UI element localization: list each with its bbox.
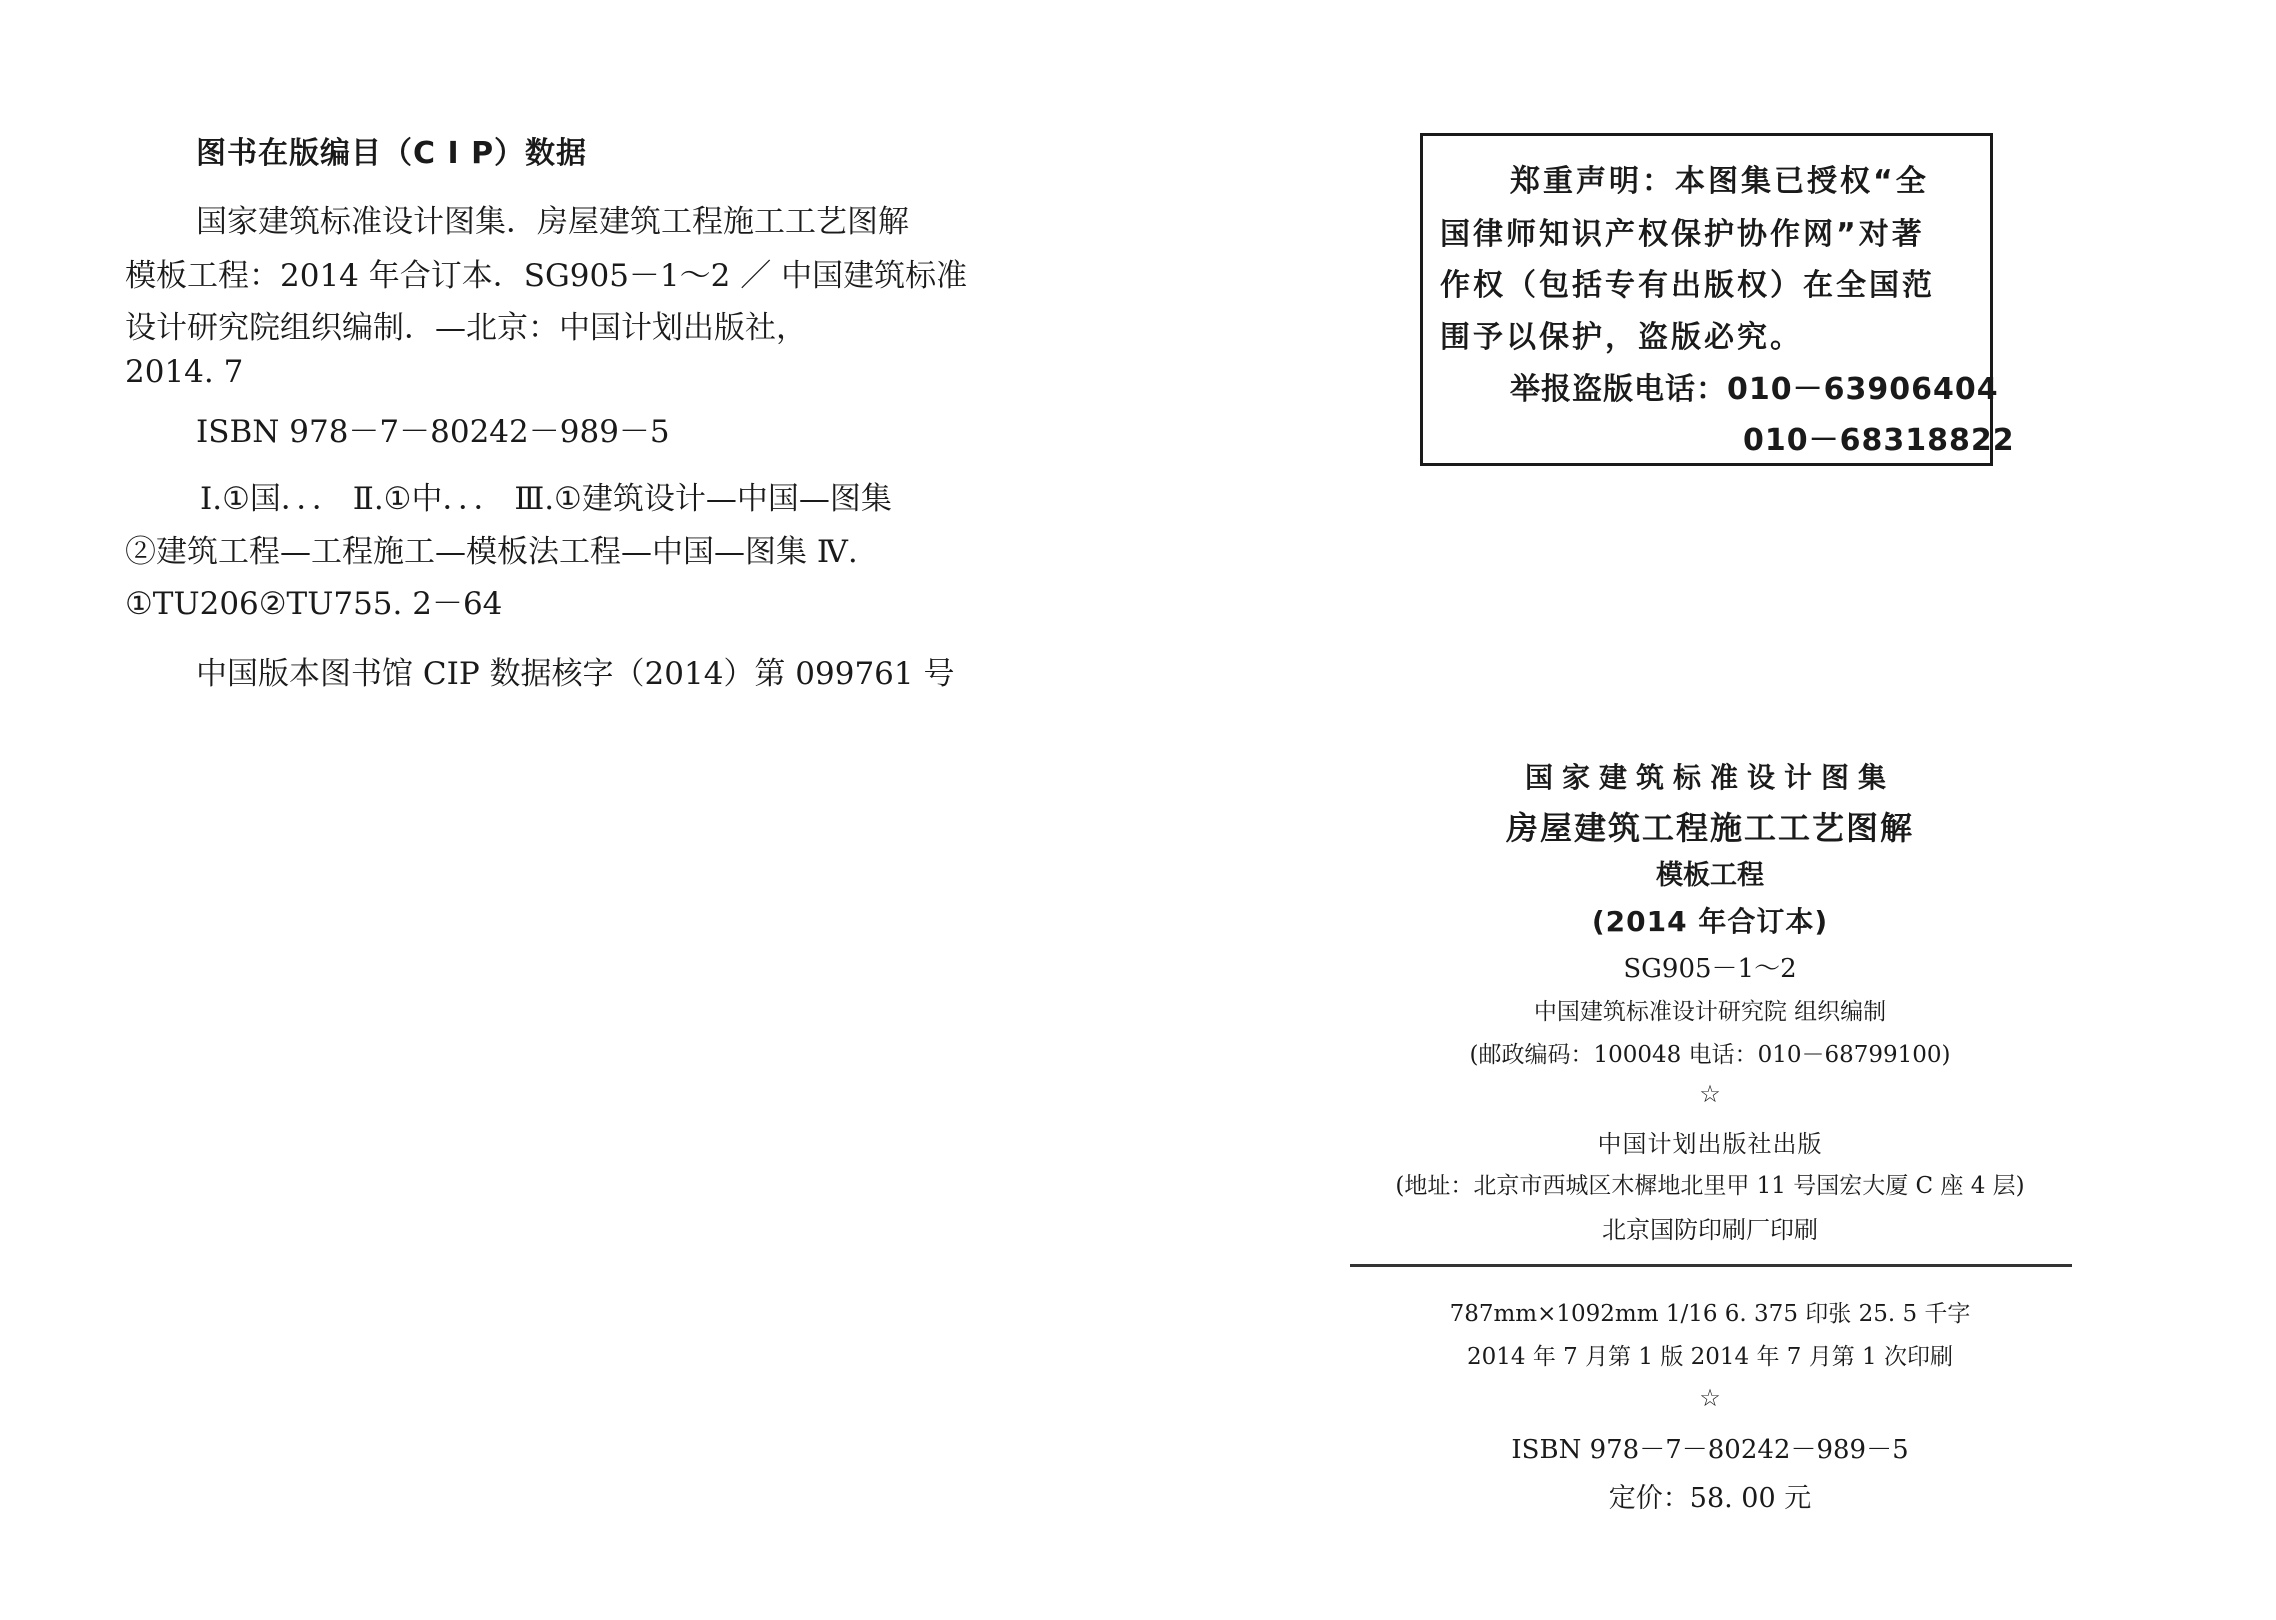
notice-report-phone: 举报盗版电话：010－63906404 — [1510, 372, 1999, 407]
cip-isbn: ISBN 978－7－80242－989－5 — [196, 414, 670, 450]
cip-para1-line4: 2014. 7 — [125, 354, 244, 390]
colophon-specs: 787mm×1092mm 1/16 6. 375 印张 25. 5 千字 — [1449, 1301, 1971, 1327]
star-divider-icon-2: ☆ — [1699, 1384, 1721, 1412]
colophon-title: 房屋建筑工程施工工艺图解 — [1505, 809, 1914, 847]
colophon-compiler: 中国建筑标准设计研究院 组织编制 — [1533, 999, 1887, 1025]
star-divider-icon: ☆ — [1699, 1080, 1721, 1108]
colophon-price: 定价：58. 00 元 — [1608, 1483, 1812, 1514]
notice-line3: 作权（包括专有出版权）在全国范 — [1440, 268, 1935, 303]
colophon-code: SG905－1～2 — [1623, 954, 1797, 984]
notice-line2: 国律师知识产权保护协作网”对著 — [1440, 217, 1925, 252]
colophon-printing: 2014 年 7 月第 1 版 2014 年 7 月第 1 次印刷 — [1466, 1344, 1954, 1370]
colophon-printer: 北京国防印刷厂印刷 — [1602, 1216, 1818, 1244]
cip-para1-line2: 模板工程：2014 年合订本．SG905－1～2 ／ 中国建筑标准 — [125, 258, 968, 294]
notice-phone2: 010－68318822 — [1743, 423, 2015, 458]
cip-para1-line1: 国家建筑标准设计图集．房屋建筑工程施工工艺图解 — [196, 204, 909, 240]
colophon-compiler-contact: (邮政编码：100048 电话：010－68799100) — [1469, 1042, 1951, 1068]
colophon-edition: (2014 年合订本) — [1591, 905, 1829, 938]
notice-line1: 郑重声明：本图集已授权“全 — [1510, 164, 1929, 199]
cip-classification-line2: ②建筑工程—工程施工—模板法工程—中国—图集 Ⅳ. — [125, 534, 858, 570]
colophon-series: 国家建筑标准设计图集 — [1524, 761, 1895, 794]
cip-number: 中国版本图书馆 CIP 数据核字（2014）第 099761 号 — [196, 656, 955, 692]
colophon-divider — [1350, 1264, 2072, 1267]
colophon-publisher: 中国计划出版社出版 — [1597, 1130, 1823, 1158]
colophon-publisher-address: (地址：北京市西城区木樨地北里甲 11 号国宏大厦 C 座 4 层) — [1395, 1173, 2025, 1199]
cip-heading: 图书在版编目（C I P）数据 — [196, 136, 588, 171]
notice-line4: 围予以保护，盗版必究。 — [1440, 320, 1803, 355]
colophon-subtitle: 模板工程 — [1656, 860, 1764, 891]
cip-classification-line1: Ⅰ.①国．．． Ⅱ.①中．．． Ⅲ.①建筑设计—中国—图集 — [200, 481, 892, 517]
colophon-isbn: ISBN 978－7－80242－989－5 — [1511, 1435, 1909, 1465]
cip-classification-line3: ①TU206②TU755. 2－64 — [125, 586, 503, 622]
cip-para1-line3: 设计研究院组织编制．—北京：中国计划出版社， — [125, 310, 807, 346]
